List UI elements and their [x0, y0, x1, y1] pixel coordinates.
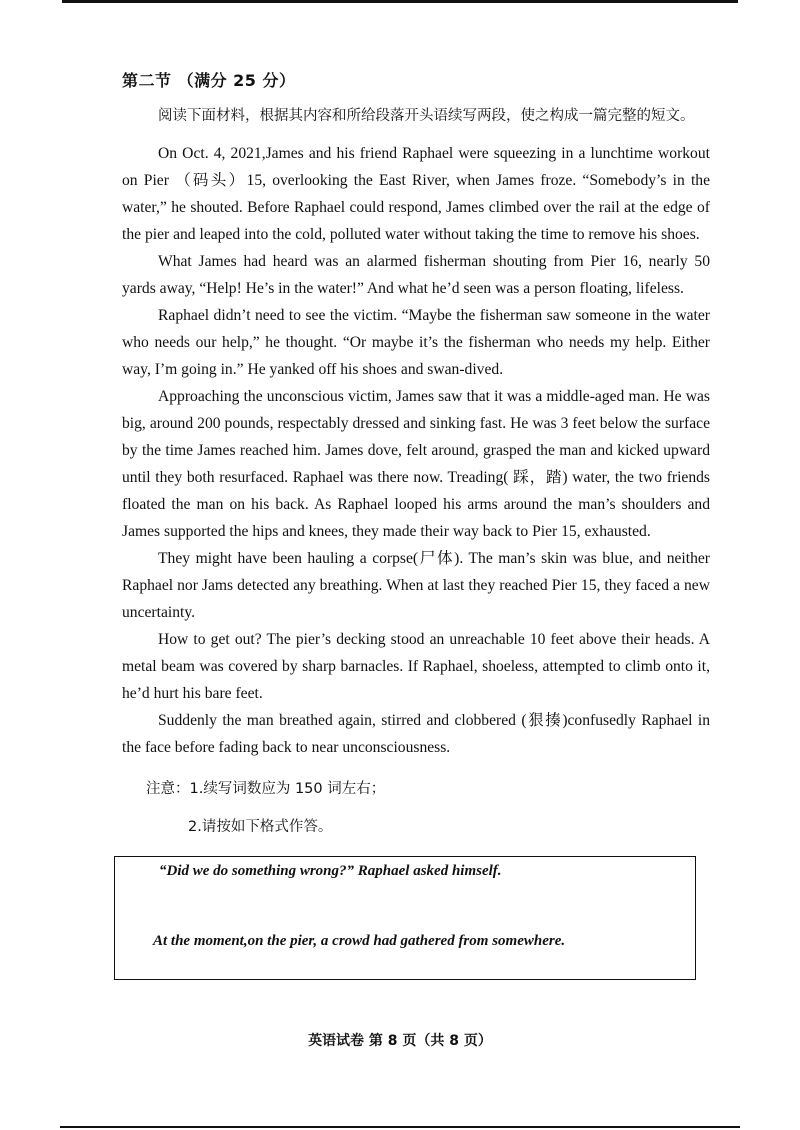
page-footer: 英语试卷 第 8 页（共 8 页） — [308, 1033, 492, 1049]
top-border-rule — [62, 0, 738, 3]
bottom-border-rule — [60, 1126, 740, 1128]
passage-paragraph: How to get out? The pier’s decking stood an unreachable 10 feet above their heads. A metal beam was covered by sharp barnacles. If Raphael, shoeless, attempted to climb onto it, he’d hurt his bare feet. — [122, 631, 710, 702]
passage-paragraph: Approaching the unconscious victim, James saw that it was a middle-aged man. He was big, around 200 pounds, respectably dressed and sinking fast. He was 3 feet below the surface by the time James reached him. James dove, felt around, grasped the man and kicked upward until they both resurfaced. Raphael was there now. Treading( 踩，踏) water, the two friends floated the man on his back. As Raphael looped his arms around the man’s shoulders and James supported the hips and knees, they made their way back to Pier 15, exhausted. — [122, 388, 710, 540]
passage-paragraph: Raphael didn’t need to see the victim. “Maybe the fisherman saw someone in the water who needs our help,” he thought. “Or maybe it’s the fisherman who needs my help. Either way, I’m going in.” He yanked off his shoes and swan-dived. — [122, 307, 710, 378]
writing-notes — [146, 778, 385, 854]
reading-passage — [122, 140, 710, 761]
passage-paragraph: Suddenly the man breathed again, stirred and clobbered (狠揍)confusedly Raphael in the face before fading back to near unconsciousness. — [122, 712, 710, 756]
task-instruction: 阅读下面材料，根据其内容和所给段落开头语续写两段，使之构成一篇完整的短文。 — [158, 108, 695, 124]
passage-paragraph: What James had heard was an alarmed fisherman shouting from Pier 16, nearly 50 yards away, “Help! He’s in the water!” And what he’d seen was a person floating, lifeless. — [122, 253, 710, 297]
paragraph-opening-1: “Did we do something wrong?” Raphael asked himself. — [159, 863, 502, 879]
note-format: 2.请按如下格式作答。 — [188, 819, 333, 835]
answer-box — [114, 856, 696, 980]
passage-paragraph: They might have been hauling a corpse(尸体). The man’s skin was blue, and neither Raphael nor Jams detected any breathing. When at last they reached Pier 15, they faced a new uncertainty. — [122, 550, 710, 621]
paragraph-opening-2: At the moment,on the pier, a crowd had gathered from somewhere. — [153, 933, 566, 949]
note-word-count: 注意：1.续写词数应为 150 词左右； — [146, 781, 386, 797]
section-heading: 第二节 （满分 25 分） — [122, 71, 296, 90]
passage-paragraph: On Oct. 4, 2021,James and his friend Raphael were squeezing in a lunchtime workout on Pier （码头）15, overlooking the East River, when James froze. “Somebody’s in the water,” he shouted. Before Raphael could respond, James climbed over the rail at the edge of the pier and leaped into the cold, polluted water without taking the time to remove his shoes. — [122, 145, 710, 243]
